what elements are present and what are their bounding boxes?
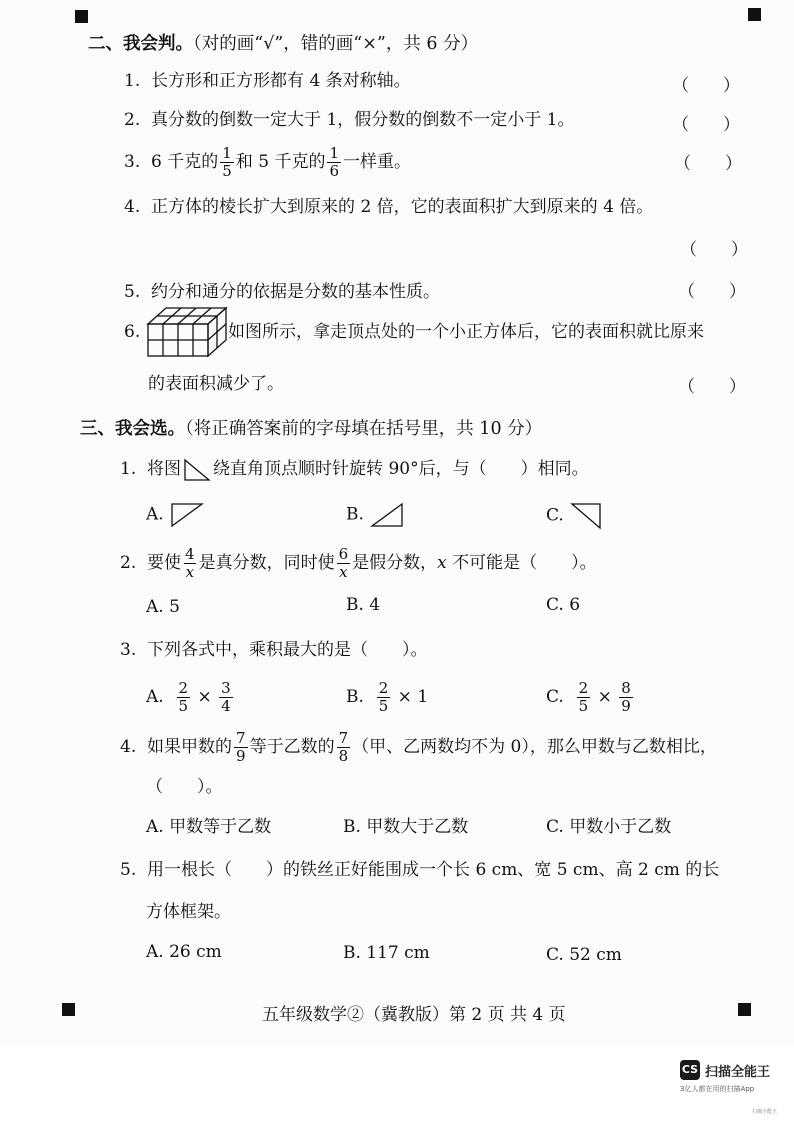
choose-q4-option-c[interactable]: C. 甲数小于乙数 [546,817,672,837]
choose-q2-option-c[interactable]: C. 6 [546,595,581,615]
right-triangle-original-icon [183,458,211,482]
choose-q3-option-b[interactable]: B. $\frac{2}{5}$ × 1 [346,679,429,715]
fraction-one-fifth: $\frac{1}{5}$ [222,144,232,180]
choose-question-5-line2: 方体框架。 [146,902,231,922]
registration-mark-top-left [75,10,88,23]
choose-q5-option-c[interactable]: C. 52 cm [546,945,622,965]
choose-q4-option-b[interactable]: B. 甲数大于乙数 [343,817,469,837]
answer-paren-j2[interactable]: （ ） [672,115,740,135]
fraction-seven-ninths: $\frac{7}{9}$ [236,729,246,765]
page-bottom-area [0,1045,794,1124]
choose-q5-option-b[interactable]: B. 117 cm [343,943,430,963]
judge-question-4: 4. 正方体的棱长扩大到原来的 2 倍，它的表面积扩大到原来的 4 倍。 [124,197,654,217]
judge-question-1: 1. 长方形和正方形都有 4 条对称轴。 [124,71,411,91]
judge-question-6-number: 6. [124,322,141,342]
judge-question-5: 5. 约分和通分的依据是分数的基本性质。 [124,282,441,302]
choose-question-4: 4. 如果甲数的 $\frac{7}{9}$ 等于乙数的 $\frac{7}{8}$ （甲、乙两数均不为 0），那么甲数与乙数相比， [120,729,717,765]
section-judge-title: 二、我会判。 [88,34,193,54]
section-choose-title: 三、我会选。 [80,419,185,439]
answer-paren-j5[interactable]: （ ） [678,282,746,302]
judge-question-2: 2. 真分数的倒数一定大于 1，假分数的倒数不一定小于 1。 [124,110,575,130]
section-judge-heading [88,32,478,56]
cuboid-blocks-icon [146,306,228,358]
camscanner-logo-icon: CS [680,1060,700,1080]
fraction-six-over-x: $\frac{6}{x}$ [338,545,349,581]
registration-mark-top-right [748,8,761,21]
answer-paren-j1[interactable]: （ ） [672,76,740,96]
section-choose-heading [80,417,542,441]
section-choose-note: （将正确答案前的字母填在括号里，共 10 分） [185,419,543,439]
triangle-option-c-icon [570,502,604,530]
choose-question-1: 1. 将图 绕直角顶点顺时针旋转 90°后，与（ ）相同。 [120,457,589,482]
triangle-option-b-icon [370,502,404,528]
fraction-seven-eighths: $\frac{7}{8}$ [338,729,349,765]
choose-q1-option-a[interactable]: A. [146,502,204,528]
choose-question-2: 2. 要使 $\frac{4}{x}$ 是真分数，同时使 $\frac{6}{x}$ 是假分数，x 不可能是（ ）。 [120,545,597,581]
camscanner-name: 扫描全能王 [705,1065,771,1080]
choose-q3-option-a[interactable]: A. $\frac{2}{5}$ × $\frac{3}{4}$ [146,679,231,715]
registration-mark-bottom-right [738,1003,751,1016]
camscanner-slogan: 3亿人都在用的扫描App [680,1085,755,1093]
choose-q1-option-b[interactable]: B. [346,502,404,528]
registration-mark-bottom-left [62,1003,75,1016]
choose-q2-option-b[interactable]: B. 4 [346,595,381,615]
answer-paren-j6[interactable]: （ ） [678,377,746,397]
fraction-one-sixth: $\frac{1}{6}$ [329,144,339,180]
fraction-four-over-x: $\frac{4}{x}$ [185,545,195,581]
page-footer: 五年级数学②（冀教版）第 2 页 共 4 页 [262,1005,566,1025]
choose-q2-option-a[interactable]: A. 5 [146,597,180,617]
judge-question-6-text2: 的表面积减少了。 [148,374,284,394]
choose-q1-option-c[interactable]: C. [546,502,604,530]
choose-q3-option-c[interactable]: C. $\frac{2}{5}$ × $\frac{8}{9}$ [546,679,631,715]
judge-question-3: 3. 6 千克的 $\frac{1}{5}$ 和 5 千克的 $\frac{1}{6}$ 一样重。 [124,144,411,180]
choose-question-3: 3. 下列各式中，乘积最大的是（ ）。 [120,640,428,660]
choose-question-5: 5. 用一根长（ ）的铁丝正好能围成一个长 6 cm、宽 5 cm、高 2 cm 的长 [120,860,720,880]
judge-question-6-text1: 如图所示，拿走顶点处的一个小正方体后，它的表面积就比原来 [228,322,704,342]
choose-question-4-line2: （ ）。 [146,777,223,797]
section-judge-note: （对的画“√”，错的画“×”，共 6 分） [193,34,479,54]
camscanner-small-label: 扫描全能王 [752,1109,778,1115]
answer-paren-j3[interactable]: （ ） [674,154,742,174]
choose-q5-option-a[interactable]: A. 26 cm [146,942,222,962]
choose-q4-option-a[interactable]: A. 甲数等于乙数 [146,817,272,837]
answer-paren-j4[interactable]: （ ） [680,240,748,260]
triangle-option-a-icon [170,502,204,528]
